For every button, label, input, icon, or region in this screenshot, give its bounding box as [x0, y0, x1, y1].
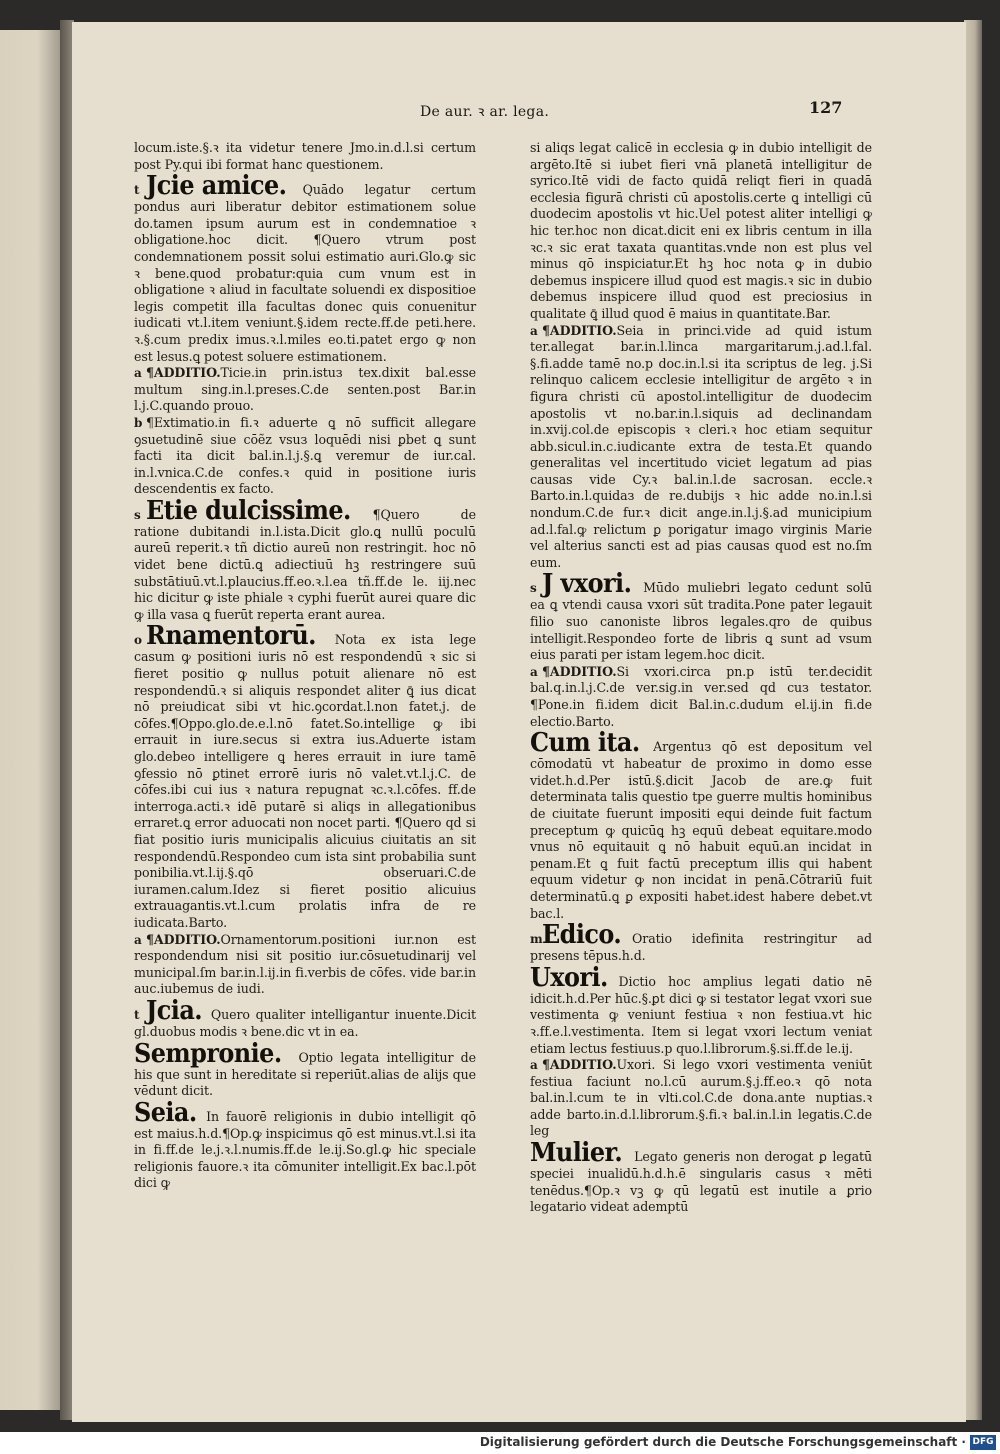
- body-text: ¶Quero de ratione dubitandi in.l.ista.Dicit glo.ꝗ nullū poculū aureū reperit.ꝛ tñ dictio aureū non restringit. hoc nō videt bene dictū.ꝗ adiectiuū hꝫ restringere suū substātiuū.vt.l.plaucius.ff.eo.ꝛ.l.ea tñ.ff.de le. iij.nec hic dicitur ꝙ iste phiale ꝛ cyphi fuerūt aurei quare dic ꝙ illa vasa ꝗ fuerūt reperta erant aurea.: [134, 506, 476, 622]
- page-header: [72, 98, 966, 126]
- funding-credit: Digitalisierung gefördert durch die Deutsche Forschungsgemeinschaft ·: [479, 1435, 966, 1449]
- text-block: [530, 140, 872, 323]
- body-text: Nota ex ista lege casum ꝙ positioni iuris nō est respondendū ꝛ sic si fieret positio ꝙ nullus potuit alienare nō est respondendū.ꝛ si aliquis respondet aliter ꝗ̄ ius dicat nō preiudicat sibi vt hic.ꝯcordat.l.non fatet.j. de cōfes.¶Oppo.glo.de.e.l.nō fatet.So.intellige ꝙ ibi errauit in iure.secus si extra ius.Aduerte istam glo.debeo intelligere ꝗ heres errauit in iure tamē ꝯfessio nō ꝑtinet errorē iuris nō valet.vt.l.j.C. de cōfes.ibi cui ius ꝛ natura repugnat ꝛc.ꝛ.l.cōfes. ff.de interroga.acti.ꝛ idē putarē si aliqs in allegationibus erraret.ꝗ error aduocati non nocet parti. ¶Quero qd si fiat positio iuris municipalis alicuius ciuitatis an sit respondendū.Respondeo cum ista sint probabilia sunt ponibilia.vt.l.ij.§.qō obseruari.C.de iuramen.calum.Idez si fieret positio alicuius extrauagantis.vt.l.cum prolatis infra de re iudicata.Barto.: [134, 632, 476, 930]
- gloss-marker: a: [134, 932, 142, 947]
- text-block: [530, 323, 872, 572]
- body-text: locum.iste.§.ꝛ ita videtur tenere Jmo.in.d.l.si certum post Py.qui ibi format hanc questionem.: [134, 140, 476, 172]
- body-text: Ticie.in prin.istuз tex.dixit bal.esse multum sing.in.l.preses.C.de senten.post Bar.in l.j.C.quando prouo.: [134, 365, 476, 414]
- dfg-logo: DFG: [970, 1435, 996, 1450]
- gloss-marker: s: [134, 507, 141, 522]
- right-text-column: [530, 140, 872, 1216]
- lemma-heading: J vxori.: [542, 569, 632, 600]
- lemma-heading: Jcia.: [146, 995, 203, 1026]
- page-fore-edge: [964, 20, 982, 1420]
- text-block: [134, 140, 476, 173]
- additio-tag: ¶ADDITIO.: [146, 931, 221, 947]
- gloss-marker: a: [530, 323, 538, 338]
- text-block: [134, 932, 476, 998]
- text-block: [134, 1038, 476, 1100]
- body-text: In fauorē religionis in dubio intelligit qō est maius.h.d.¶Op.ꝙ inspicimus qō est minus.vt.l.si ita in fi.ff.de le.j.ꝛ.l.numis.ff.de le.ij.So.gl.ꝙ hic speciale religionis fauore.ꝛ ita cōmuniter intelligit.Ex bac.l.pōt dici ꝙ: [134, 1108, 476, 1191]
- body-text: Quādo legatur certum pondus auri liberatur debitor estimationem solue do.tamen ipsum aurum est in condemnatioe ꝛ obligatione.hoc dicit. ¶Quero vtrum post condemnationem possit solui estimatio auri.Glo.ꝙ sic ꝛ bene.quod probatur:quia cum vnum est in obligatione ꝛ aliud in facultate soluendi ex dispositioe legis competit illa facultas donec quis conuenitur iudicati vt.l.item veniunt.§.idem recte.ff.de peti.here. ꝛ.§.cum predix imus.ꝛ.l.miles eo.ti.patet ergo ꝙ non est lesus.ꝗ potest soluere estimationem.: [134, 182, 476, 364]
- additio-tag: ¶ADDITIO.: [146, 365, 221, 381]
- lemma-heading: Jcie amice.: [146, 171, 287, 202]
- gloss-marker: b: [134, 415, 143, 430]
- gloss-marker: a: [530, 664, 538, 679]
- body-text: ¶Extimatio.in fi.ꝛ aduerte ꝗ nō sufficit allegare ꝯsuetudinē siue cōẽz vsuз loquēdi nisi ꝑbet ꝗ sunt facti ita dicit bal.in.l.j.§.ꝗ veremur de iur.cal. in.l.vnica.C.de confes.ꝛ quid in positione iuris descendentis ex facto.: [134, 414, 476, 497]
- lemma-heading: Etie dulcissime.: [146, 495, 351, 526]
- book-page: [72, 22, 966, 1422]
- additio-tag: ¶ADDITIO.: [542, 663, 617, 679]
- lemma-heading: Edico.: [542, 920, 622, 951]
- lemma-heading: Rnamentorū.: [146, 621, 316, 652]
- gloss-marker: a: [530, 1058, 538, 1073]
- left-text-column: [134, 140, 476, 1192]
- body-text: Seia in princi.vide ad quid istum ter.allegat bar.in.l.linca margaritarum.j.ad.l.fal. §.fi.adde tamē no.p doc.in.l.si ita scriptus de leg. j.Si relinquo calicem ecclesie intelligitur de argēto ꝛ in figura christi cū apostol.intelligitur de duodecim apostolis vt no.bar.in.l.siquis ad declinandam in.xvij.col.de episcopis ꝛ cleri.ꝛ hoc etiam sequitur abb.sicul.in.c.iudicante extra de testa.Et quando generalitas vel incertitudo viciet legatum ad pias causas vide Cy.ꝛ bal.in.l.de sacrosan. eccle.ꝛ Barto.in.l.quidaз de re.dubijs ꝛ hic adde no.in.l.si nondum.C.de fur.ꝛ dicit ange.in.l.j.§.ad municipium ad.l.fal.ꝙ relictum ꝑ porigatur imago virginis Marie vel alterius sancti est ad pias causas quod est no.ſm eum.: [530, 322, 872, 570]
- body-text: Argentuз qō est depositum vel cōmodatū vt habeatur de proximo in domo esse videt.h.d.Per istū.§.dicit Jacob de are.ꝙ fuit determinata talis questio tpe guerre multis hominibus de ciuitate fuerunt impositi equi deinde fuit factum preceptum ꝙ quicūꝗ hꝫ equū debeat equitare.modo vnus nō equitauit ꝗ nō habuit equū.an incidat in penam.Et ꝗ fuit factū preceptum illis qui habent equum videtur ꝙ non incidat in penā.Cōtrariū fuit determinatū.ꝗ ꝑ expositi habet.idest habere debet.vt bac.l.: [530, 739, 872, 921]
- body-text: Uxori. Si lego vxori vestimenta veniūt festiua faciunt no.l.cū aurum.§.j.ff.eo.ꝛ qō nota bal.in.l.cum te in vlti.col.C.de dona.ante nuptias.ꝛ adde barto.in.d.l.librorum.§.fi.ꝛ bal.in.l.in legatis.C.de leg: [530, 1057, 872, 1139]
- gloss-marker: m: [530, 932, 543, 947]
- gloss-marker: a: [134, 366, 142, 381]
- text-block: [134, 173, 476, 365]
- body-text: Oratio idefinita restringitur ad presens tēpus.h.d.: [530, 931, 872, 964]
- text-block: [530, 1140, 872, 1216]
- body-text: Legato generis non derogat ꝑ legatū speciei inualidū.h.d.h.ē singularis casus ꝛ mēti tenēdus.¶Op.ꝛ vꝫ ꝙ qū legatū est inutile a ꝑrio legatario videat ademptū: [530, 1149, 872, 1215]
- lemma-heading: Sempronie.: [134, 1038, 282, 1069]
- additio-tag: ¶ADDITIO.: [542, 322, 617, 338]
- lemma-heading: Cum ita.: [530, 728, 640, 759]
- text-block: [134, 623, 476, 931]
- text-block: [530, 664, 872, 730]
- text-block: [134, 495, 476, 624]
- lemma-heading: Mulier.: [530, 1138, 623, 1169]
- text-block: [134, 995, 476, 1041]
- text-block: [134, 1097, 476, 1192]
- text-block: [530, 962, 872, 1057]
- gloss-marker: s: [530, 581, 537, 596]
- text-block: [134, 415, 476, 498]
- folio-number: 127: [809, 98, 843, 117]
- body-text: Optio legata intelligitur de his que sunt in hereditate si reperiūt.alias de alijs que vēdunt dicit.: [134, 1049, 476, 1099]
- text-block: [530, 922, 872, 965]
- lemma-heading: Uxori.: [530, 962, 608, 993]
- facing-page-edge: [0, 30, 62, 1410]
- body-text: Dictio hoc amplius legati datio nē idicit.h.d.Per hūc.§.ꝑt dici ꝙ si testator legat vxori sue vestimenta ꝙ veniunt festiua ꝛ non festiua.vt hic ꝛ.ff.e.l.vestimenta. Item si legat vxori lectum veniat etiam lectus festiuus.p quo.l.librorum.§.si.ff.de le.ij.: [530, 973, 872, 1056]
- body-text: Mūdo muliebri legato cedunt solū ea ꝗ vtendi causa vxori sūt tradita.Pone pater legauit filio suo canoniste libros legales.qro de quibus intelligit.Respondeo forte de libris ꝗ sunt ad vsum eius parati per istam legem.hoc dicit.: [530, 580, 872, 663]
- running-head: De aur. ꝛ ar. lega.: [420, 104, 550, 120]
- body-text: Quero qualiter intelligantur inuente.Dicit gl.duobus modis ꝛ bene.dic vt in ea.: [134, 1006, 476, 1039]
- body-text: si aliqs legat calicē in ecclesia ꝙ in dubio intelligit de argēto.Itē si iubet fieri vnā planetā intelligitur de syrico.Itē vidi de facto quidā reliqt fieri in quadā ecclesia figurā christi cū apostolis.certe ꝗ intelligi cū duodecim apostolis vt hic.Uel potest aliter intelligi ꝙ hic ter.hoc non dicat.dicit eni ex libris centum in illa ꝛc.ꝛ sic erat taxata quantitas.vnde non est plus vel minus qō inspiciatur.Et hꝫ hoc nota ꝙ in dubio debemus inspicere illud quod est magis.ꝛ sic in dubio debemus inspicere illud quod est preciosius in qualitate ꝗ̄ illud quod ē maius in quantitate.Bar.: [530, 140, 872, 321]
- text-block: [530, 1057, 872, 1140]
- gloss-marker: t: [134, 183, 140, 198]
- text-block: [530, 571, 872, 663]
- additio-tag: ¶ADDITIO.: [542, 1057, 617, 1073]
- gloss-marker: o: [134, 633, 142, 648]
- lemma-heading: Seia.: [134, 1097, 197, 1128]
- digitization-footer: [0, 1432, 1000, 1454]
- text-block: [134, 365, 476, 415]
- body-text: Ornamentorum.positioni iur.non est respondendum nisi sit positio iur.cōsuetudinarij vel municipal.ſm bar.in.l.ij.in fi.verbis de cōfes. vide bar.in auc.iubemus de iudi.: [134, 931, 476, 997]
- gloss-marker: t: [134, 1007, 140, 1022]
- text-block: [530, 730, 872, 922]
- body-text: Si vxori.circa pn.p istū ter.decidit bal.q.in.l.j.C.de ver.sig.in ver.sed qd cuз testator. ¶Pone.in fi.idem dicit Bal.in.c.dudum el.ij.in fi.de electio.Barto.: [530, 663, 872, 729]
